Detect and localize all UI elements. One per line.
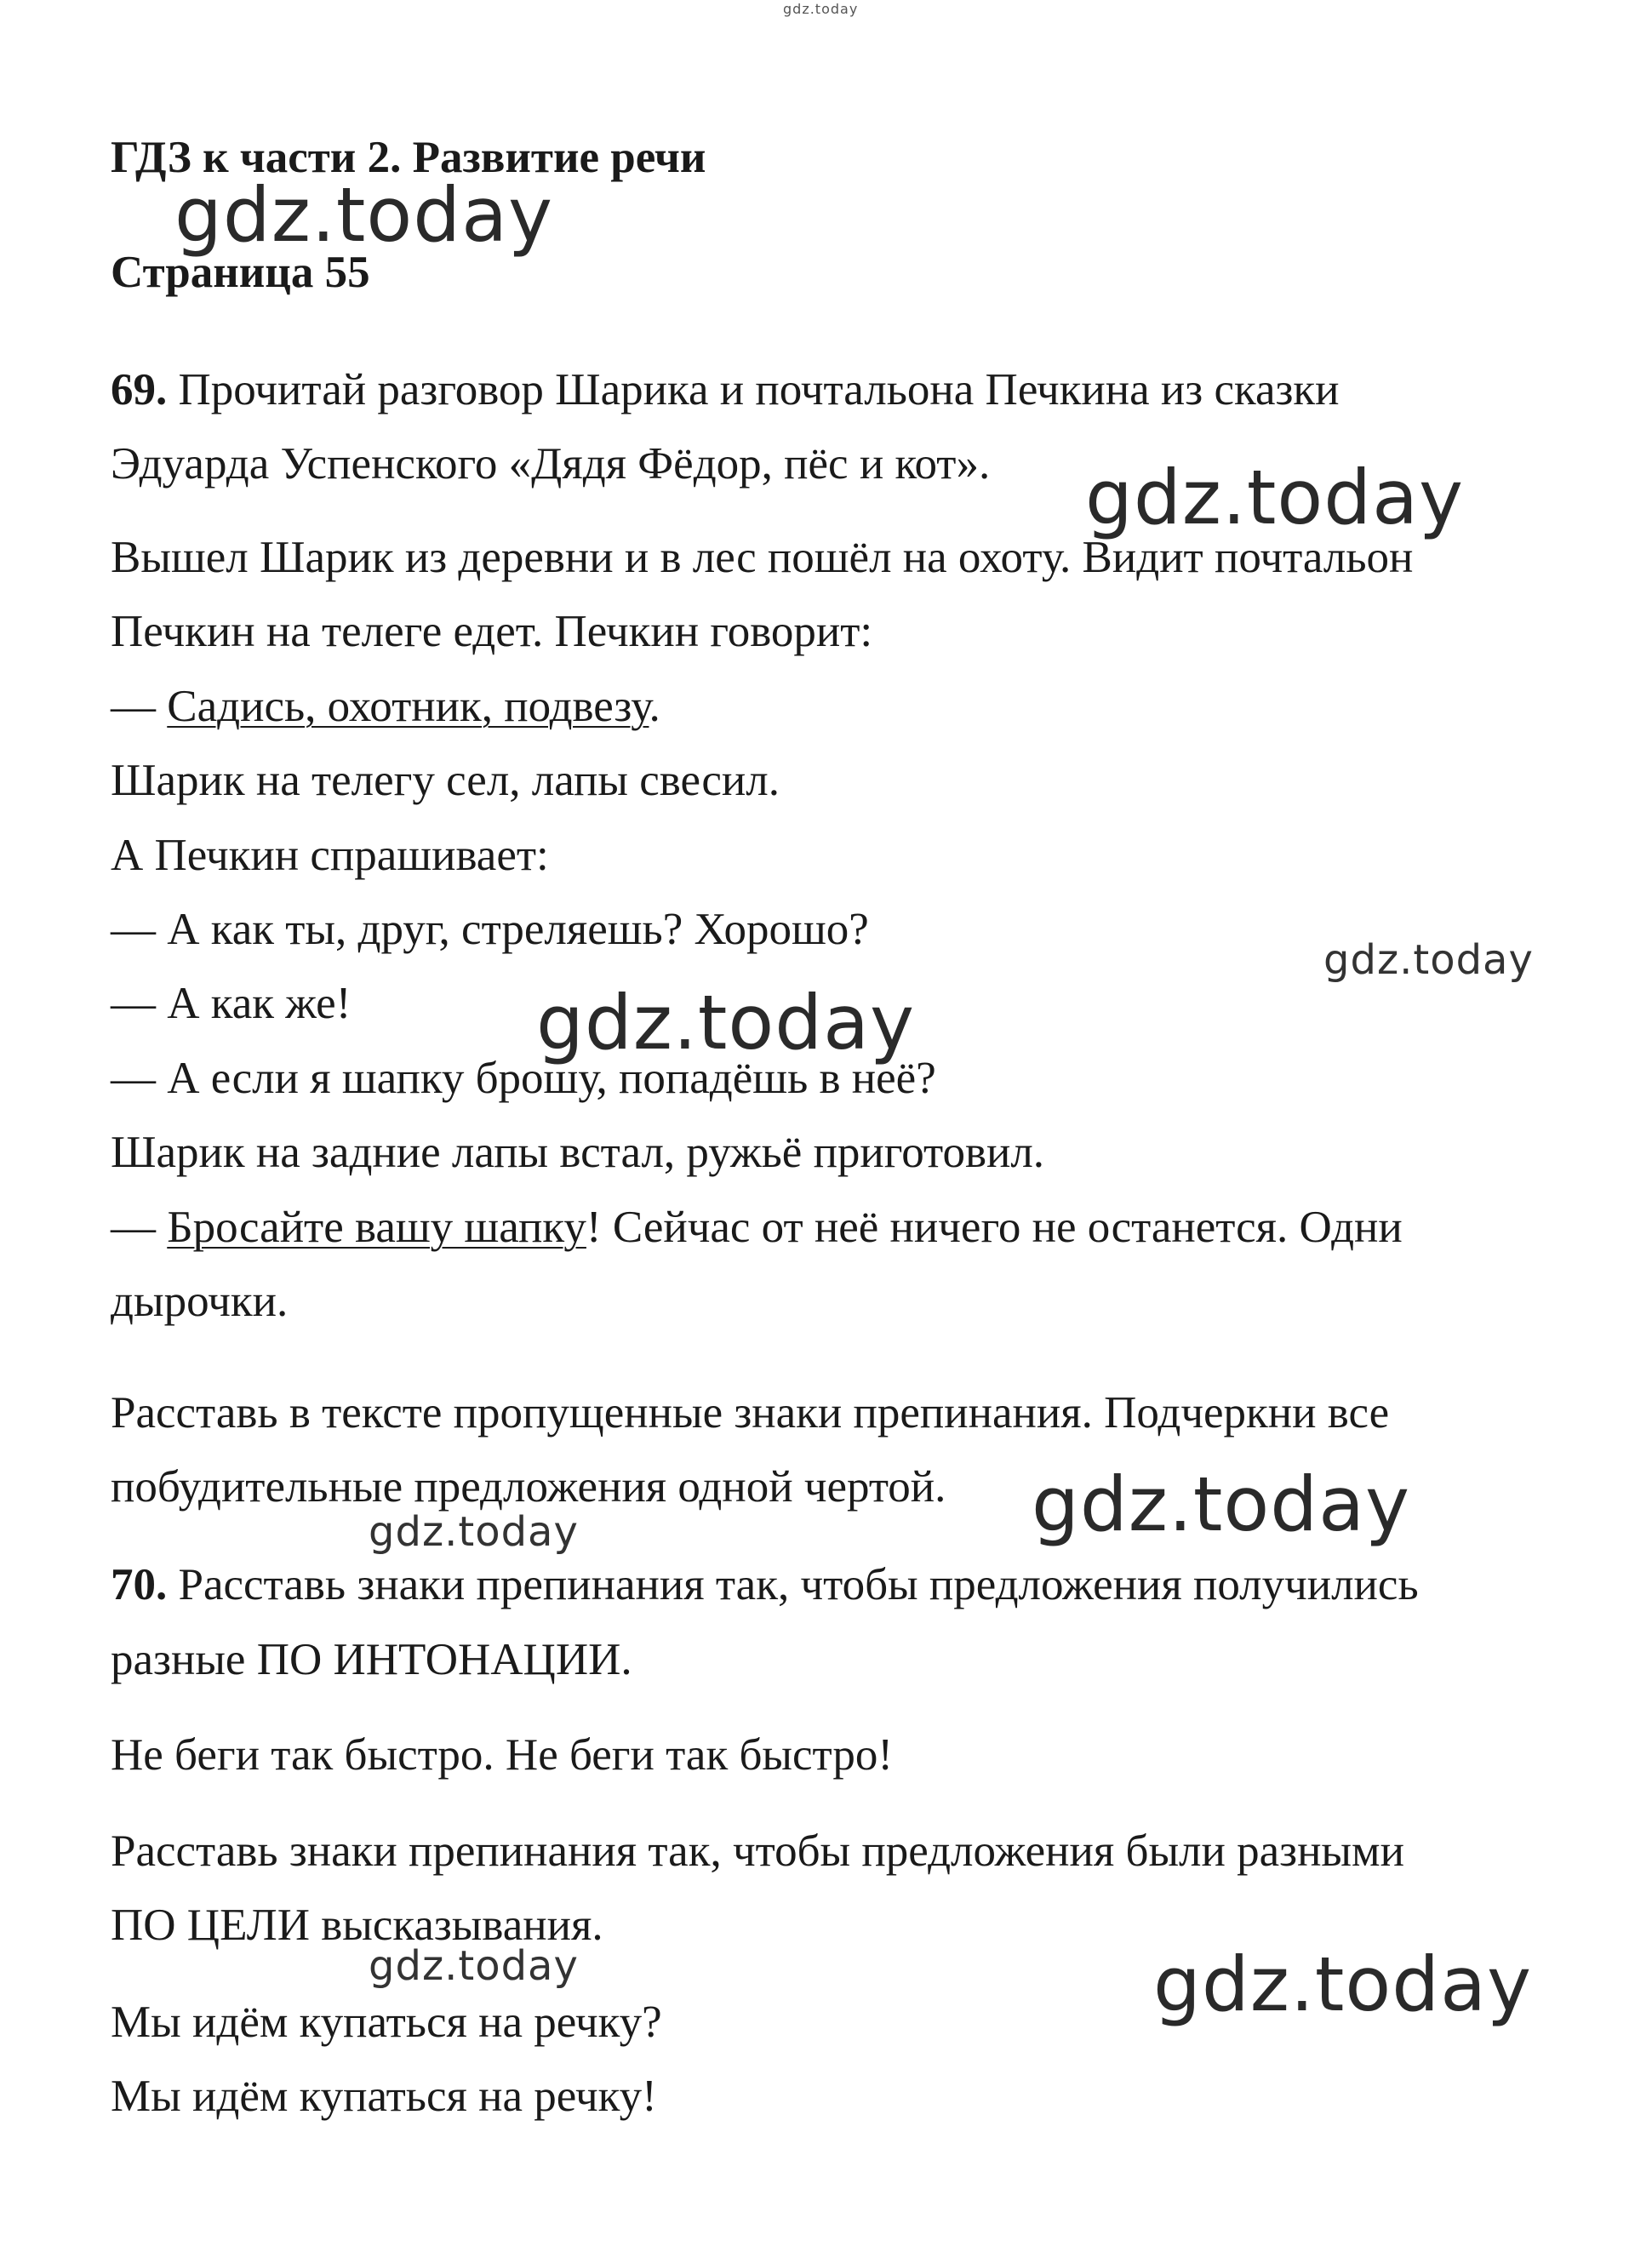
punctuation: .	[649, 682, 660, 731]
exercise-69-intro	[111, 364, 1340, 415]
answer-line: Не беги так быстро. Не беги так быстро!	[111, 1730, 894, 1780]
watermark: gdz.today	[174, 171, 554, 259]
task-text: Расставь знаки препинания так, чтобы предложения были разными	[111, 1826, 1404, 1876]
story-line: Шарик на задние лапы встал, ружьё приготовил.	[111, 1128, 1045, 1177]
dialogue-line: дырочки.	[111, 1277, 289, 1326]
exercise-70-intro-cont: разные ПО ИНТОНАЦИИ.	[111, 1635, 632, 1684]
story-line: Шарик на телегу сел, лапы свесил.	[111, 756, 780, 805]
watermark: gdz.today	[536, 979, 916, 1066]
watermark-top: gdz.today	[783, 1, 859, 17]
watermark: gdz.today	[1323, 936, 1534, 984]
task-text: Расставь в тексте пропущенные знаки препинания. Подчеркни все	[111, 1388, 1390, 1438]
task-text: побудительные предложения одной чертой.	[111, 1462, 946, 1512]
page-number-label: Страница 55	[111, 248, 370, 297]
exercise-70-intro	[111, 1559, 1419, 1610]
watermark: gdz.today	[369, 1508, 579, 1556]
exercise-text: Расставь знаки препинания так, чтобы предложения получились	[167, 1560, 1419, 1609]
dialogue-line	[111, 1202, 1403, 1253]
dialogue-line: — А как же!	[111, 979, 352, 1028]
dialogue-line: — А как ты, друг, стреляешь? Хорошо?	[111, 905, 869, 954]
underlined-sentence: Садись, охотник, подвезу	[167, 682, 649, 731]
story-line: Печкин на телеге едет. Печкин говорит:	[111, 607, 873, 656]
watermark: gdz.today	[1153, 1940, 1533, 2028]
watermark: gdz.today	[369, 1942, 579, 1990]
page-title: ГДЗ к части 2. Развитие речи	[111, 133, 706, 182]
answer-line: Мы идём купаться на речку!	[111, 2072, 657, 2121]
answer-line: Мы идём купаться на речку?	[111, 1998, 662, 2047]
dash: —	[111, 682, 168, 731]
watermark: gdz.today	[1032, 1460, 1411, 1548]
story-line: А Печкин спрашивает:	[111, 831, 549, 880]
dialogue-line: — А если я шапку брошу, попадёшь в неё?	[111, 1054, 936, 1103]
exercise-number: 70.	[111, 1560, 168, 1609]
exercise-text: Прочитай разговор Шарика и почтальона Печкина из сказки	[167, 365, 1340, 414]
exercise-69-intro-cont: Эдуарда Успенского «Дядя Фёдор, пёс и кот».	[111, 439, 991, 489]
dialogue-line	[111, 681, 660, 732]
task-text: ПО ЦЕЛИ высказывания.	[111, 1900, 603, 1950]
watermark: gdz.today	[1085, 454, 1465, 541]
story-line: Вышел Шарик из деревни и в лес пошёл на охоту. Видит почтальон	[111, 533, 1414, 582]
exercise-number: 69.	[111, 365, 168, 414]
underlined-sentence: Бросайте вашу шапку	[167, 1203, 586, 1252]
dialogue-text: ! Сейчас от неё ничего не останется. Одни	[586, 1203, 1403, 1252]
dash: —	[111, 1203, 168, 1252]
